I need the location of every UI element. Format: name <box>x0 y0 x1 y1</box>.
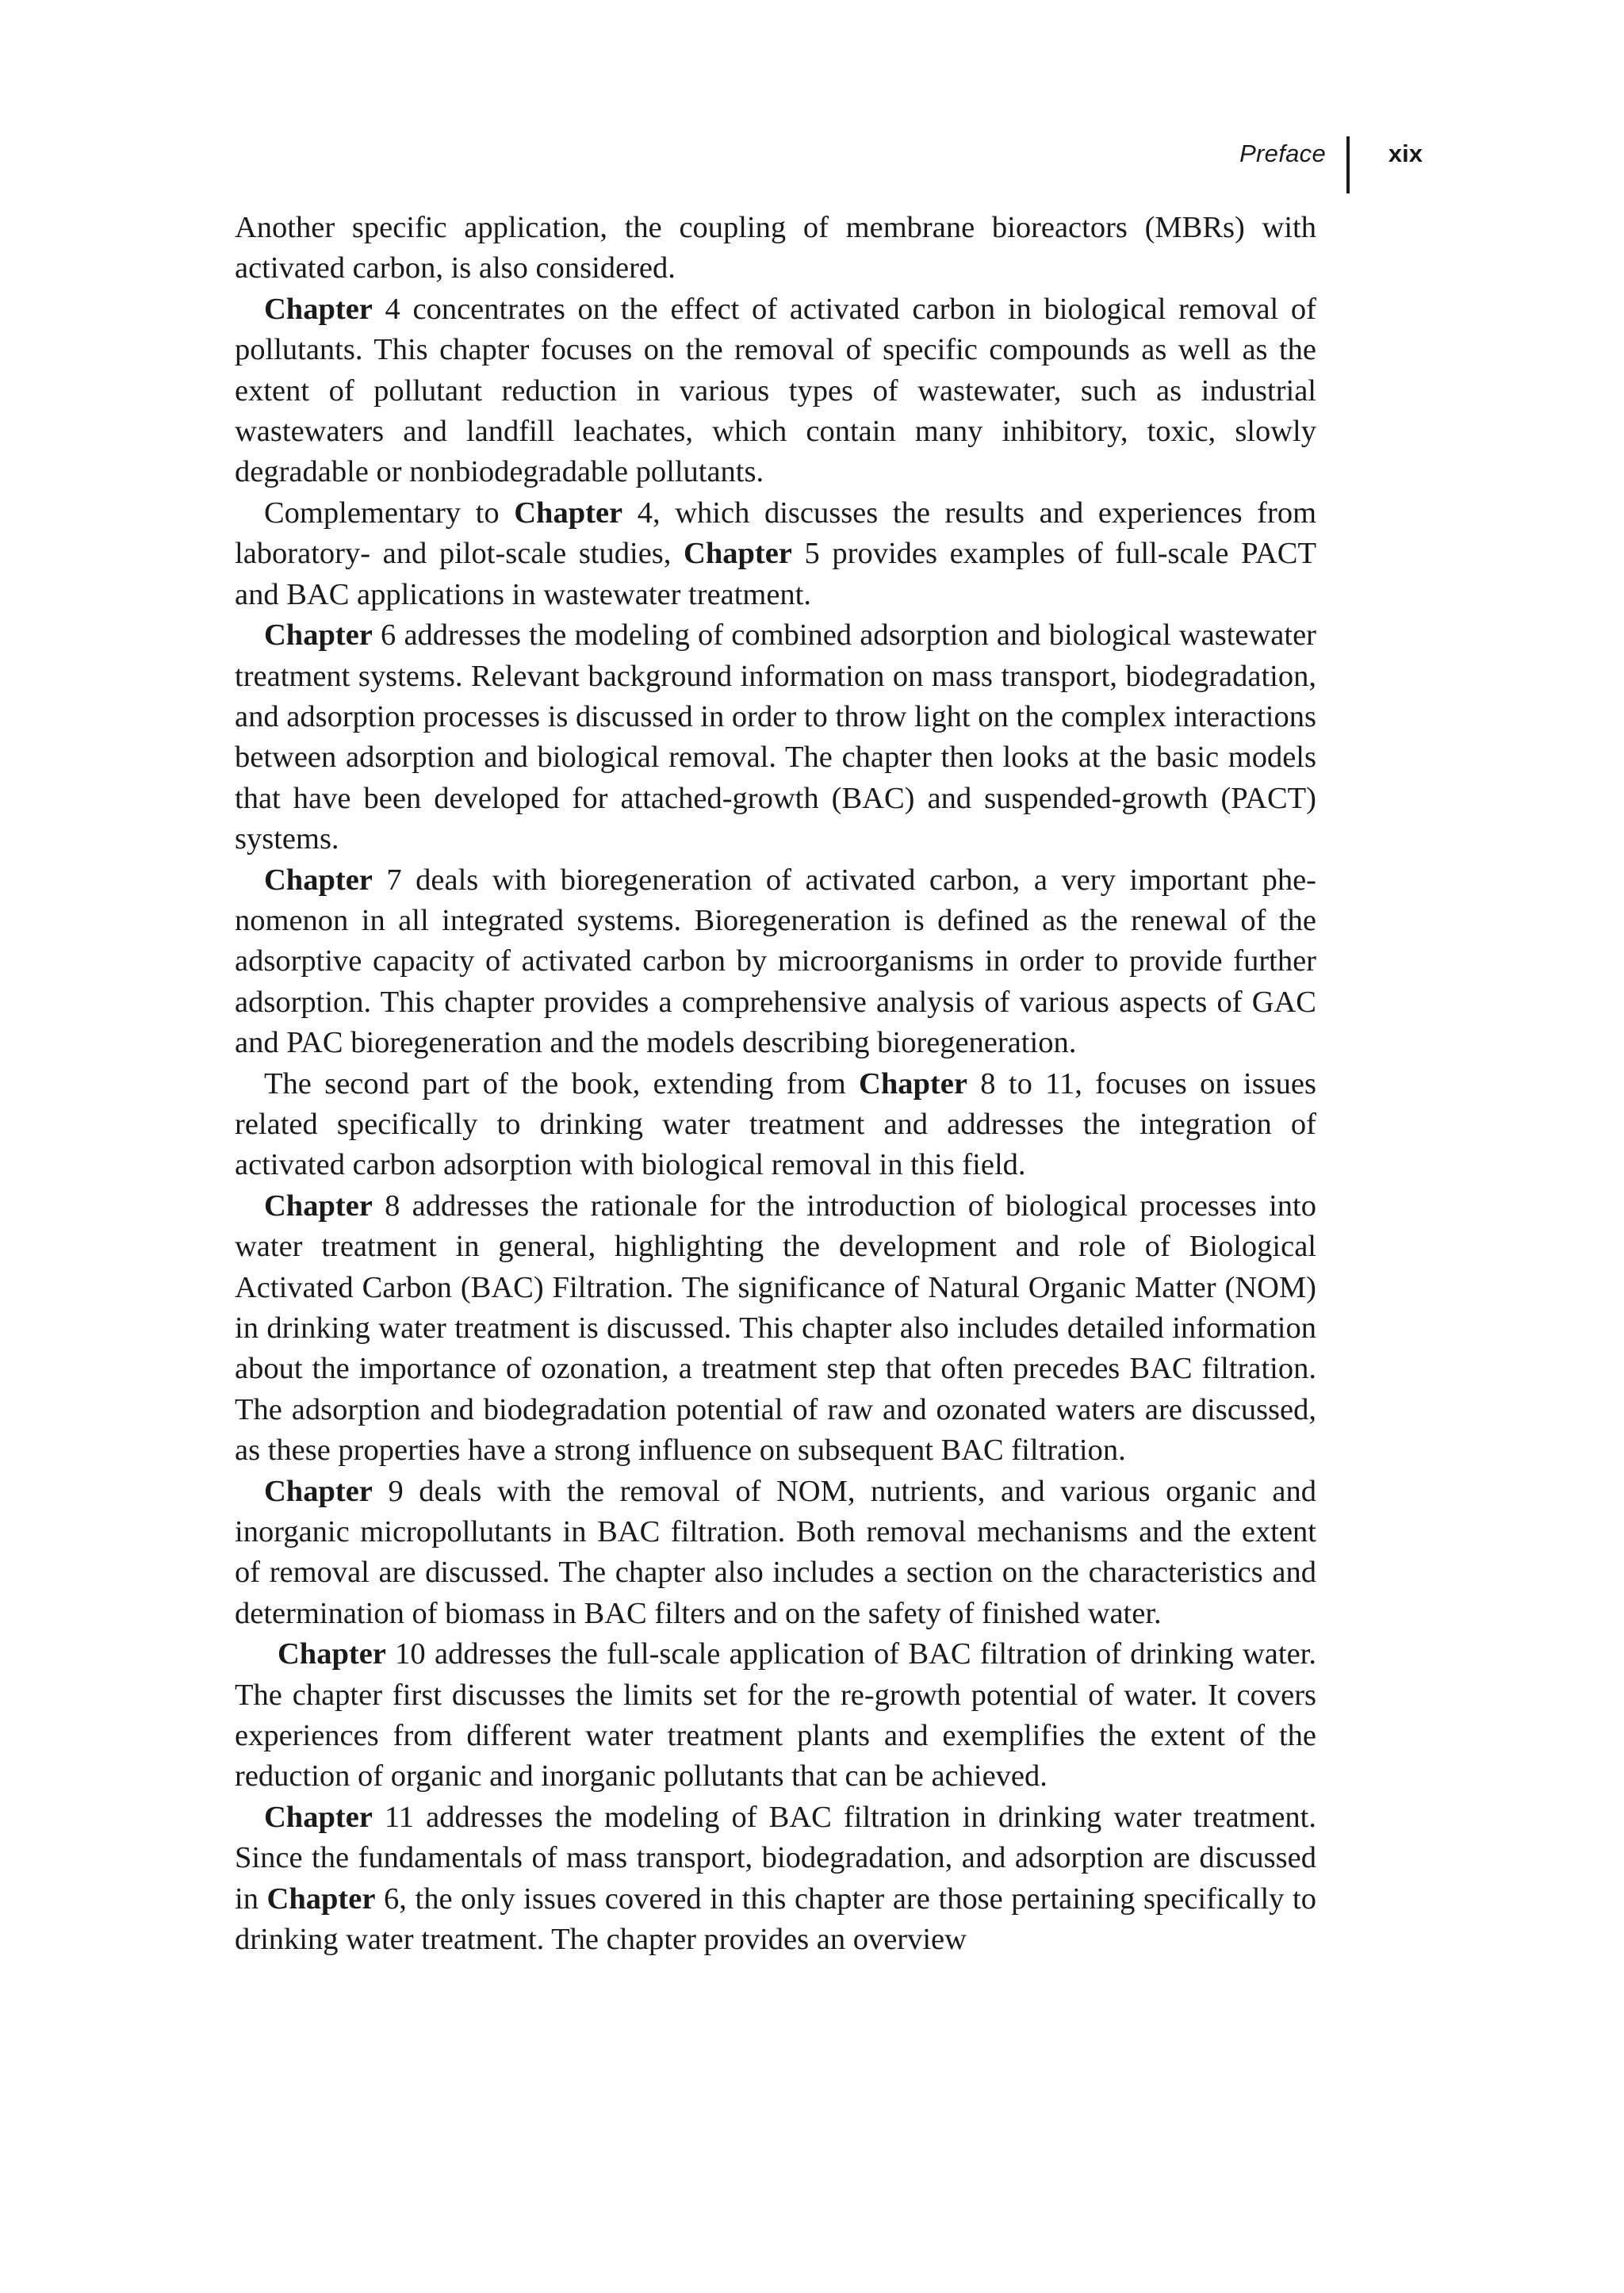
chapter-reference: Chapter <box>264 293 373 327</box>
chapter-reference: Chapter <box>859 1066 967 1101</box>
paragraph-chapter-7: Chapter 7 deals with bioregeneration of activated carbon, a very important phenomenon in all integrated systems. Bioregeneration is defined as the renewal of the adsorptive capacity of activated carbon by microorganisms in order to provide further adsorption. This chapter provides a comprehensive analysis of various aspects of GAC and PAC bioregeneration and the models describing bioregeneration. <box>235 863 1316 1059</box>
chapter-reference: Chapter <box>264 1189 373 1223</box>
chapter-reference: Chapter <box>264 863 373 897</box>
paragraph-chapter-8: Chapter 8 addresses the rationale for the introduction of biological processes into water treatment in general, highlighting the development and role of Biological Activated Carbon (BAC) Filtration. The significance of Natural Organic Matter (NOM) in drinking water treatment is discussed. This chapter also includes detailed information about the importance of ozonation, a treatment step that often precedes BAC filtration. The adsorption and biodegradation potential of raw and ozonated waters are discussed, as these properties have a strong influence on subsequent BAC filtration. <box>235 1189 1316 1467</box>
paragraph-chapter-11: Chapter 11 addresses the modeling of BAC filtration in drinking water treatment. Since the fundamentals of mass transport, biodegradation, and adsorption are discussed in Chapter 6, the only issues covered in this chapter are those pertaining specifically to drinking water treatment. The chapter provides an overview <box>235 1801 1316 1956</box>
running-head <box>1150 136 1427 192</box>
paragraph-chapter-5: Complementary to Chapter 4, which discusses the results and experiences from laboratory- and pilot-scale studies, Chapter 5 provides examples of full-scale PACT and BAC applications in wastewater treatment. <box>235 496 1317 611</box>
running-head-divider <box>1346 136 1350 193</box>
chapter-reference: Chapter <box>264 1801 373 1835</box>
paragraph-chapter-9: Chapter 9 deals with the removal of NOM, nutrients, and various organic and inorganic micropollutants in BAC filtration. Both removal mechanisms and the extent of removal are discussed. The chapter also includes a section on the characteristics and determination of biomass in BAC filters and on the safety of finished water. <box>235 1474 1316 1630</box>
chapter-reference: Chapter <box>514 496 623 530</box>
chapter-reference: Chapter <box>278 1637 386 1671</box>
page-number: xix <box>1388 140 1423 167</box>
chapter-reference: Chapter <box>264 618 373 653</box>
chapter-reference: Chapter <box>684 537 792 571</box>
paragraph-chapter-6: Chapter 6 addresses the modeling of combined adsorption and biological wastewater treatment systems. Relevant background information on mass transport, biodegradation, and adsorption processes is discussed in order to throw light on the complex interactions between adsorption and biological removal. The chapter then looks at the basic models that have been developed for attached-growth (BAC) and suspended-growth (PACT) systems. <box>235 618 1316 856</box>
chapter-reference: Chapter <box>264 1474 373 1508</box>
paragraph-chapter-10: Chapter 10 addresses the full-scale application of BAC filtration of drinking water. The chapter first discusses the limits set for the re-growth potential of water. It covers experiences from different water treatment plants and exemplifies the extent of the reduction of organic and inorganic pollutants that can be achieved. <box>235 1637 1316 1793</box>
paragraph-second-part: The second part of the book, extending from Chapter 8 to 11, focuses on issues related specifically to drinking water treatment and addresses the integration of activated carbon adsorption with biological removal in this field. <box>235 1066 1317 1182</box>
paragraph-chapter-4: Chapter 4 concentrates on the effect of activated carbon in biological removal of pollutants. This chapter focuses on the removal of specific compounds as well as the extent of pollutant reduction in various types of wastewater, such as industrial wastewaters and landfill leachates, which contain many inhibitory, toxic, slowly degradable or nonbiodegradable pollutants. <box>235 293 1316 489</box>
running-head-section-title: Preface <box>1239 140 1326 167</box>
paragraph-mbr-application: Another specific application, the coupling of membrane bioreactors (MBRs) with activated carbon, is also considered. <box>235 211 1316 285</box>
chapter-reference: Chapter <box>266 1881 376 1916</box>
body-text <box>235 208 1316 1961</box>
